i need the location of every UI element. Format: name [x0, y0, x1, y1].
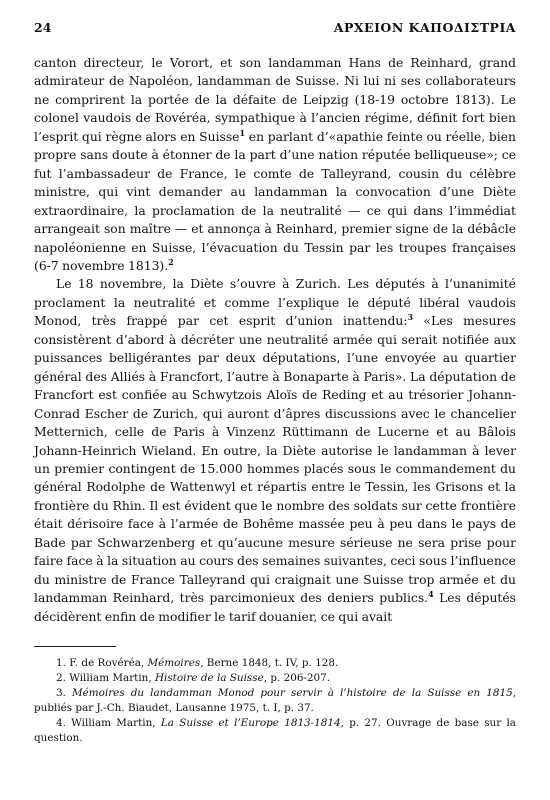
page-header — [34, 20, 516, 38]
footnote-ref: 3 — [407, 312, 414, 323]
running-title: ΑΡΧΕΙΟΝ ΚΑΠΟΔΙΣΤΡΙΑ — [333, 20, 516, 35]
text-run: «Les mesures consistèrent d’abord à décréter une neutralité armée qui serait notifiée aux puissances belligérantes par deux députations, l’une envoyée au quartier général des Alliés à Francfort, l’autre à Bonaparte à Paris». La députation de Francfort est confiée au Schwytzois Aloïs de Reding et au trésorier Johann-Conrad Escher de Zurich, qui auront d’âpres discussions avec le chancelier Metternich, celle de Paris à Vinzenz Rüttimann de Lucerne et au Bâlois Johann-Heinrich Wieland. En outre, la Diète autorise le landamman à lever un premier contingent de 15.000 hommes placés sous le commandement du général Rodolphe de Wattenwyl et répartis entre le Tessin, les Grisons et la frontière du Rhin. Il est évident que le nombre des soldats sur cette frontière était dérisoire face à l’armée de Bohême massée peu à peu dans le pays de Bade par Schwarzenberg et qu’aucune mesure sérieuse ne sera prise pour faire face à la situation au cours des semaines suivantes, ceci sous l’influence du ministre de France Talleyrand qui craignait une Suisse trop armée et du landamman Reinhard, très parcimonieux des deniers publics. — [34, 314, 516, 606]
paragraph — [34, 54, 516, 275]
text-run: , p. 206-207. — [263, 672, 331, 685]
text-run: en parlant d’«apathie feinte ou réelle, bien propre sans doute à étonner de la part d’une nation réputée belliqueuse»; ce fut l’ambassadeur de France, le comte de Talleyrand, cousin du célèbre ministre, qui vint demander au landamman la convocation d’une Diète extraordinaire, la proclamation de la neutralité — ce qui dans l’immédiat arrangeait son maître — et annonça à Reinhard, premier signe de la débâcle napoléonienne en Suisse, l’évacuation du Tessin par les troupes françaises (6-7 novembre 1813). — [34, 129, 517, 273]
text-run: 2. William Martin, — [56, 672, 155, 685]
text-run: , p. 27. Ouvrage de base sur la question. — [34, 717, 516, 745]
body-text — [34, 54, 516, 626]
footnote-ref: 4 — [428, 589, 434, 600]
text-run: Les députés décidèrent enfin de modifier le tarif douanier, ce qui avait — [34, 591, 517, 624]
footnote — [34, 656, 516, 671]
text-run: Le 18 novembre, la Diète s’ouvre à Zurich. Les députés à l’unanimité proclament la neutralité et comme l’explique le député libéral vaudois Monod, très frappé par cet esprit d’union inattendu: — [34, 277, 516, 329]
footnote-ref: 2 — [168, 256, 174, 267]
italic-text: Mémoires — [147, 657, 201, 670]
italic-text: La Suisse et l’Europe 1813-1814 — [160, 717, 341, 730]
document-page — [34, 20, 516, 746]
italic-text: Mémoires du landamman Monod pour servir à l’histoire de la Suisse en 1815, — [71, 687, 516, 700]
footnote — [34, 716, 516, 746]
footnote — [34, 671, 516, 686]
text-run: canton directeur, le Vorort, et son landamman Hans de Reinhard, grand admirateur de Napoléon, landamman de Suisse. Ni lui ni ses collaborateurs ne comprirent la portée de la défaite de Leipzig (18-19 octobre 1813). Le colonel vaudois de Rovéréa, sympathique à l’ancien régime, définit fort bien l’esprit qui règne alors en Suisse — [34, 56, 516, 144]
footnote — [34, 686, 516, 716]
footnote-ref: 1 — [239, 127, 246, 138]
footnote-separator — [34, 646, 116, 647]
text-run: publiés par J.-Ch. Biaudet, Lausanne 1975, t. I, p. 37. — [34, 702, 314, 715]
text-run: 1. F. de Rovéréa, — [56, 657, 148, 670]
text-run: 4. William Martin, — [56, 717, 161, 730]
page-number: 24 — [34, 20, 52, 35]
italic-text: Histoire de la Suisse — [154, 672, 264, 685]
footnotes — [34, 656, 516, 746]
paragraph — [34, 275, 516, 626]
text-run: 3. — [56, 687, 72, 700]
text-run: , Berne 1848, t. IV, p. 128. — [200, 657, 339, 670]
